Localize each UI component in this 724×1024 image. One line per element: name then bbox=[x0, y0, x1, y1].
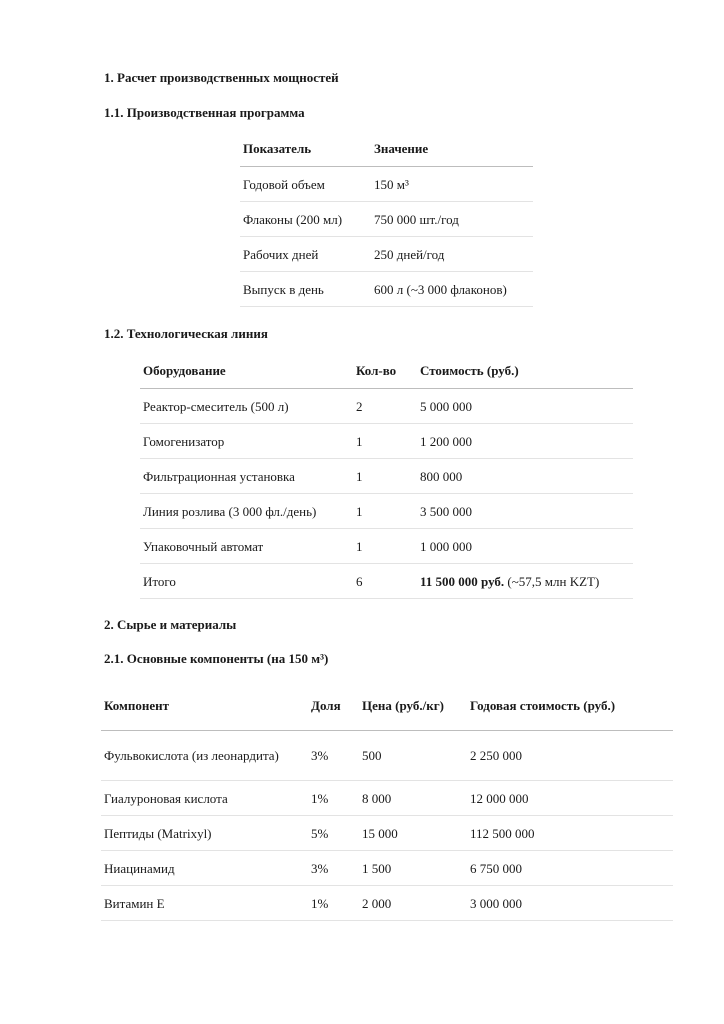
table-cell: Фульвокислота (из леонардита) bbox=[101, 731, 308, 781]
table-cell: 500 bbox=[359, 731, 467, 781]
column-header: Значение bbox=[371, 132, 533, 167]
table-row bbox=[240, 237, 533, 272]
table-cell: Витамин E bbox=[101, 886, 308, 921]
table-row bbox=[140, 529, 633, 564]
table-cell: 2 bbox=[353, 389, 417, 424]
table-cell: 2 000 bbox=[359, 886, 467, 921]
table-header-row bbox=[240, 132, 533, 167]
table-cell: 1% bbox=[308, 886, 359, 921]
total-cost-cell bbox=[417, 564, 633, 599]
table-cell: 800 000 bbox=[417, 459, 633, 494]
table-cell: 1 bbox=[353, 459, 417, 494]
subsection-title-technological-line: 1.2. Технологическая линия bbox=[104, 326, 268, 341]
total-label: Итого bbox=[140, 564, 353, 599]
table-cell: 1 200 000 bbox=[417, 424, 633, 459]
table-row bbox=[240, 272, 533, 307]
components-table bbox=[101, 681, 673, 921]
column-header: Цена (руб./кг) bbox=[359, 681, 467, 731]
table-cell: 600 л (~3 000 флаконов) bbox=[371, 272, 533, 307]
table-cell: Фильтрационная установка bbox=[140, 459, 353, 494]
table-row bbox=[101, 781, 673, 816]
table-cell: Упаковочный автомат bbox=[140, 529, 353, 564]
table-cell: Линия розлива (3 000 фл./день) bbox=[140, 494, 353, 529]
table-cell: 6 750 000 bbox=[467, 851, 673, 886]
table-header-row bbox=[140, 354, 633, 389]
table-cell: 150 м³ bbox=[371, 167, 533, 202]
table-cell: Гиалуроновая кислота bbox=[101, 781, 308, 816]
table-row bbox=[240, 167, 533, 202]
table-cell: Годовой объем bbox=[240, 167, 371, 202]
table-cell: 5% bbox=[308, 816, 359, 851]
table-row bbox=[140, 424, 633, 459]
table-cell: 1% bbox=[308, 781, 359, 816]
table-cell: 3% bbox=[308, 731, 359, 781]
table-cell: Флаконы (200 мл) bbox=[240, 202, 371, 237]
column-header: Годовая стоимость (руб.) bbox=[467, 681, 673, 731]
table-cell: 1 bbox=[353, 529, 417, 564]
total-cost-note: (~57,5 млн KZT) bbox=[504, 573, 600, 589]
table-row bbox=[140, 459, 633, 494]
table-row bbox=[140, 494, 633, 529]
table-header-row bbox=[101, 681, 673, 731]
table-cell: 3% bbox=[308, 851, 359, 886]
table-row bbox=[240, 202, 533, 237]
subsection-title-production-program: 1.1. Производственная программа bbox=[104, 105, 305, 120]
table-cell: Рабочих дней bbox=[240, 237, 371, 272]
table-cell: 8 000 bbox=[359, 781, 467, 816]
table-cell: 112 500 000 bbox=[467, 816, 673, 851]
table-cell: 250 дней/год bbox=[371, 237, 533, 272]
total-qty: 6 bbox=[353, 564, 417, 599]
column-header: Компонент bbox=[101, 681, 308, 731]
table-cell: Реактор-смеситель (500 л) bbox=[140, 389, 353, 424]
production-program-table bbox=[240, 132, 533, 307]
table-cell: 1 000 000 bbox=[417, 529, 633, 564]
column-header: Кол-во bbox=[353, 354, 417, 389]
table-cell: Пептиды (Matrixyl) bbox=[101, 816, 308, 851]
section-title-production-capacity: 1. Расчет производственных мощностей bbox=[104, 70, 339, 85]
table-total-row bbox=[140, 564, 633, 599]
table-cell: 2 250 000 bbox=[467, 731, 673, 781]
equipment-table bbox=[140, 354, 633, 599]
table-cell: 12 000 000 bbox=[467, 781, 673, 816]
table-cell: 3 000 000 bbox=[467, 886, 673, 921]
table-row bbox=[101, 851, 673, 886]
table-cell: 1 bbox=[353, 424, 417, 459]
table-cell: 1 500 bbox=[359, 851, 467, 886]
total-cost: 11 500 000 руб. bbox=[420, 573, 505, 589]
table-row bbox=[101, 816, 673, 851]
table-cell: Ниацинамид bbox=[101, 851, 308, 886]
column-header: Доля bbox=[308, 681, 359, 731]
table-cell: 15 000 bbox=[359, 816, 467, 851]
table-cell: 1 bbox=[353, 494, 417, 529]
table-cell: Гомогенизатор bbox=[140, 424, 353, 459]
column-header: Показатель bbox=[240, 132, 371, 167]
column-header: Стоимость (руб.) bbox=[417, 354, 633, 389]
table-cell: 3 500 000 bbox=[417, 494, 633, 529]
section-title-raw-materials: 2. Сырье и материалы bbox=[104, 617, 237, 632]
table-row bbox=[140, 389, 633, 424]
table-row bbox=[101, 886, 673, 921]
table-cell: Выпуск в день bbox=[240, 272, 371, 307]
table-cell: 750 000 шт./год bbox=[371, 202, 533, 237]
column-header: Оборудование bbox=[140, 354, 353, 389]
subsection-title-main-components: 2.1. Основные компоненты (на 150 м³) bbox=[104, 651, 329, 666]
table-row bbox=[101, 731, 673, 781]
table-cell: 5 000 000 bbox=[417, 389, 633, 424]
